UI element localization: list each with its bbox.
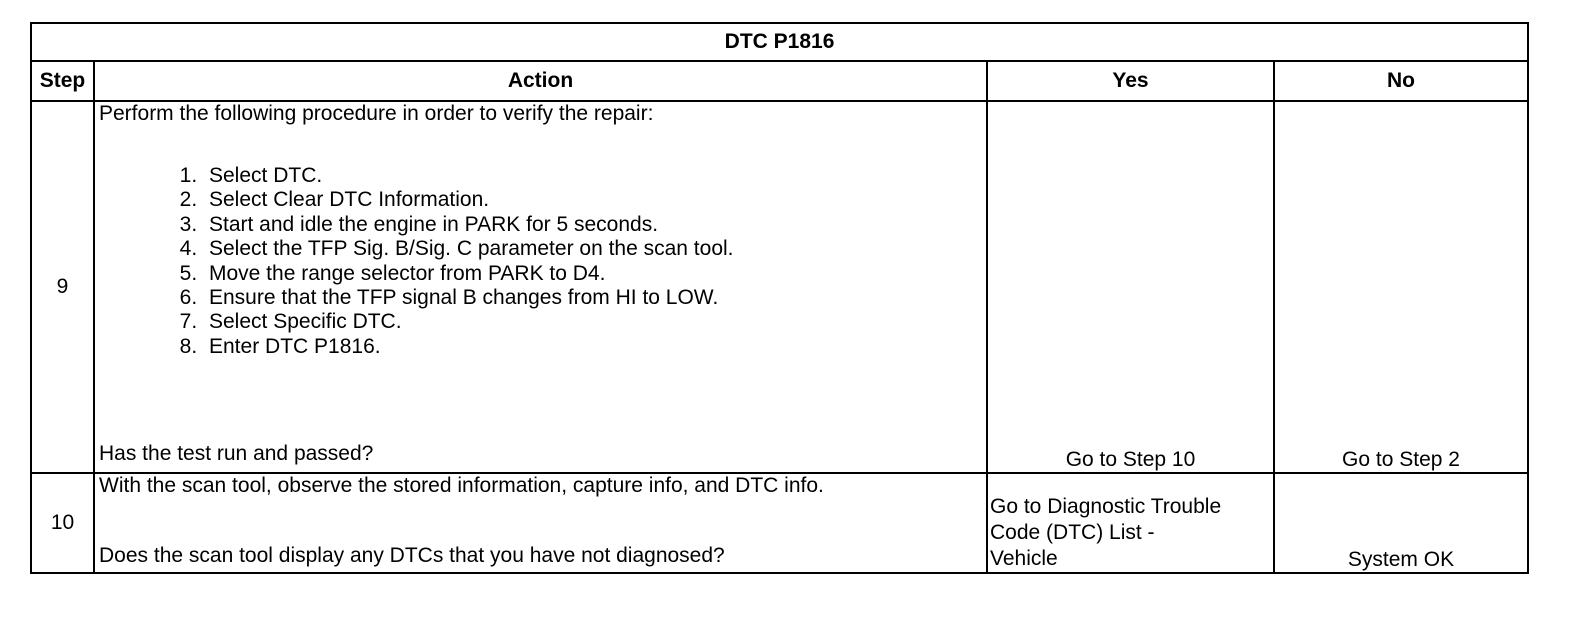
dtc-table bbox=[30, 22, 1529, 574]
no-cell: Go to Step 2 bbox=[1274, 101, 1528, 473]
step-number: 9 bbox=[31, 101, 94, 473]
yes-cell: Go to Step 10 bbox=[987, 101, 1274, 473]
list-item: 3. Start and idle the engine in PARK for 5 seconds. bbox=[203, 213, 982, 237]
yes-line: Code (DTC) List - bbox=[990, 521, 1155, 544]
procedure-list bbox=[99, 164, 982, 359]
list-item: 6. Ensure that the TFP signal B changes from HI to LOW. bbox=[203, 286, 982, 310]
list-item: 7. Select Specific DTC. bbox=[203, 310, 982, 334]
list-item: 8. Enter DTC P1816. bbox=[203, 335, 982, 359]
list-item: 1. Select DTC. bbox=[203, 164, 982, 188]
table-row bbox=[31, 101, 1528, 473]
list-item: 4. Select the TFP Sig. B/Sig. C parameter on the scan tool. bbox=[203, 237, 982, 261]
action-intro: Perform the following procedure in order to verify the repair: bbox=[99, 102, 654, 125]
table-row bbox=[31, 473, 1528, 573]
step-number: 10 bbox=[31, 473, 94, 573]
no-header: No bbox=[1274, 61, 1528, 101]
title-row bbox=[31, 23, 1528, 61]
yes-line: Go to Diagnostic Trouble bbox=[990, 495, 1222, 518]
step-header: Step bbox=[31, 61, 94, 101]
action-cell bbox=[94, 101, 987, 473]
action-cell bbox=[94, 473, 987, 573]
action-question: Has the test run and passed? bbox=[99, 442, 374, 465]
action-question: Does the scan tool display any DTCs that you have not diagnosed? bbox=[99, 544, 725, 567]
header-row bbox=[31, 61, 1528, 101]
action-intro: With the scan tool, observe the stored information, capture info, and DTC info. bbox=[99, 474, 824, 497]
no-cell: System OK bbox=[1274, 473, 1528, 573]
table-title: DTC P1816 bbox=[31, 23, 1528, 61]
yes-cell-text bbox=[990, 494, 1269, 572]
yes-line: Vehicle bbox=[990, 547, 1058, 570]
list-item: 2. Select Clear DTC Information. bbox=[203, 188, 982, 212]
action-header: Action bbox=[94, 61, 987, 101]
list-item: 5. Move the range selector from PARK to D4. bbox=[203, 262, 982, 286]
yes-header: Yes bbox=[987, 61, 1274, 101]
yes-cell bbox=[987, 473, 1274, 573]
